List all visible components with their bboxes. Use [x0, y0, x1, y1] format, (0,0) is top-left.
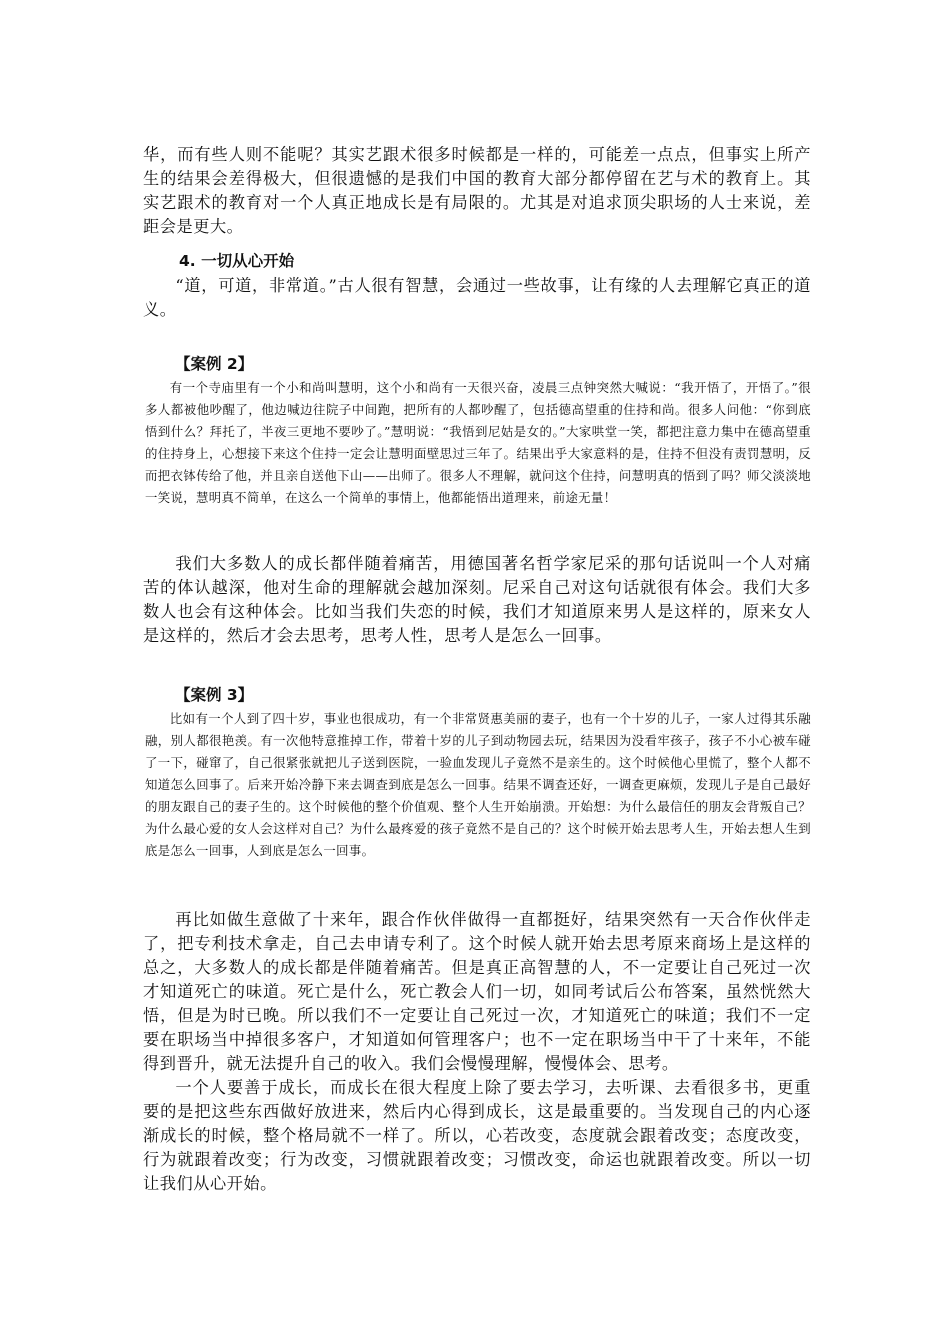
section-heading: 4. 一切从心开始: [179, 252, 295, 270]
case-text: 有一个寺庙里有一个小和尚叫慧明，这个小和尚有一天很兴奋，凌晨三点钟突然大喊说：“我开悟了，开悟了。”很多人都被他吵醒了，他边喊边往院子中间跑，把所有的人都吵醒了，包括德高望重的住持和尚。很多人问他：“你到底悟到什么？拜托了，半夜三更地不要吵了。”慧明说：“我悟到尼姑是女的。”大家哄堂一笑，都把注意力集中在德高望重的住持身上，心想接下来这个住持一定会让慧明面壁思过三年了。结果出乎大家意料的是，住持不但没有责罚慧明，反而把衣钵传给了他，并且亲自送他下山——出师了。很多人不理解，就问这个住持，问慧明真的悟到了吗？师父淡淡地一笑说，慧明真不简单，在这么一个简单的事情上，他都能悟出道理来，前途无量！: [145, 380, 811, 505]
body-paragraph: 华，而有些人则不能呢？其实艺跟术很多时候都是一样的，可能差一点点，但事实上所产生的结果会差得极大，但很遗憾的是我们中国的教育大部分都停留在艺与术的教育上。其实艺跟术的教育对一个人真正地成长是有局限的。尤其是对追求顶尖职场的人士来说，差距会是更大。: [143, 145, 811, 236]
closing-section: [143, 908, 811, 1196]
body-paragraph: 一个人要善于成长，而成长在很大程度上除了要去学习，去听课、去看很多书，更重要的是把这些东西做好放进来，然后内心得到成长，这是最重要的。当发现自己的内心逐渐成长的时候，整个格局就不一样了。所以，心若改变，态度就会跟着改变；态度改变，行为就跟着改变；行为改变，习惯就跟着改变；习惯改变，命运也就跟着改变。所以一切让我们从心开始。: [143, 1078, 811, 1193]
case-title: 【案例 3】: [175, 686, 254, 704]
body-paragraph: “道，可道，非常道。”古人很有智慧，会通过一些故事，让有缘的人去理解它真正的道义。: [143, 276, 811, 319]
case-title: 【案例 2】: [175, 355, 254, 373]
body-paragraph: 再比如做生意做了十来年，跟合作伙伴做得一直都挺好，结果突然有一天合作伙伴走了，把专利技术拿走，自己去申请专利了。这个时候人就开始去思考原来商场上是这样的总之，大多数人的成长都是伴随着痛苦。但是真正高智慧的人，不一定要让自己死过一次才知道死亡的味道。死亡是什么，死亡教会人们一切，如同考试后公布答案，虽然恍然大悟，但是为时已晚。所以我们不一定要让自己死过一次，才知道死亡的味道；我们不一定要在职场当中掉很多客户，才知道如何管理客户；也不一定在职场当中干了十来年，不能得到晋升，就无法提升自己的收入。我们会慢慢理解，慢慢体会、思考。: [143, 910, 811, 1073]
body-paragraph: 我们大多数人的成长都伴随着痛苦，用德国著名哲学家尼采的那句话说叫一个人对痛苦的体认越深，他对生命的理解就会越加深刻。尼采自己对这句话就很有体会。我们大多数人也会有这种体会。比如当我们失恋的时候，我们才知道原来男人是这样的，原来女人是这样的，然后才会去思考，思考人性，思考人是怎么一回事。: [143, 554, 811, 645]
case-text: 比如有一个人到了四十岁，事业也很成功，有一个非常贤惠美丽的妻子，也有一个十岁的儿子，一家人过得其乐融融，别人都很艳羡。有一次他特意推掉工作，带着十岁的儿子到动物园去玩，结果因为没看牢孩子，孩子不小心被车碰了一下，碰窜了，自己很紧张就把儿子送到医院，一验血发现儿子竟然不是亲生的。这个时候他心里慌了，整个人都不知道怎么回事了。后来开始冷静下来去调查到底是怎么一回事。结果不调查还好，一调查更麻烦，发现儿子是自己最好的朋友跟自己的妻子生的。这个时候他的整个价值观、整个人生开始崩溃。开始想：为什么最信任的朋友会背叛自己？为什么最心爱的女人会这样对自己？为什么最疼爱的孩子竟然不是自己的？这个时候开始去思考人生，开始去想人生到底是怎么一回事，人到底是怎么一回事。: [145, 711, 811, 858]
